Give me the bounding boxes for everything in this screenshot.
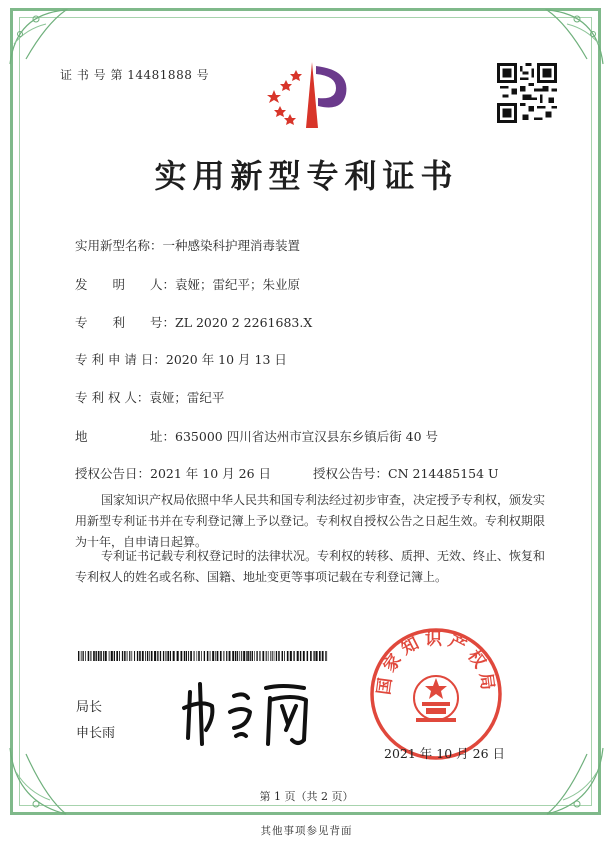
- director-signature-icon: [178, 678, 318, 750]
- cnipa-logo-icon: [266, 56, 352, 132]
- field-filing-date: [75, 350, 287, 368]
- field-grant-date: [75, 464, 271, 482]
- field-label: 专 利 权 人：: [75, 390, 150, 405]
- field-value: 635000 四川省达州市宣汉县东乡镇后街 40 号: [175, 429, 439, 444]
- director-title: 局长: [76, 700, 103, 715]
- field-utility-model-name: [75, 236, 300, 254]
- field-label: 专 利 申 请 日：: [75, 352, 166, 367]
- barcode-icon: [78, 651, 328, 661]
- field-value: 一种感染科护理消毒装置: [162, 238, 301, 253]
- certificate-number: 证 书 号 第 14481888 号: [60, 68, 210, 82]
- field-label: 地 址：: [75, 429, 176, 444]
- field-label: 授权公告日：: [75, 466, 151, 481]
- field-patentee: [75, 388, 224, 406]
- director-block: [76, 695, 115, 747]
- field-address: [75, 427, 438, 445]
- field-label: 发 明 人：: [75, 277, 176, 292]
- field-patent-number: [75, 313, 312, 331]
- page-number: 第 1 页（共 2 页）: [259, 790, 354, 803]
- field-value: 袁娅；雷纪平: [149, 390, 225, 405]
- back-side-note: 其他事项参见背面: [260, 825, 353, 837]
- paragraph-legal-status: 专利证书记载专利权登记时的法律状况。专利权的转移、质押、无效、终止、恢复和专利权人的姓名或名称、国籍、地址变更等事项记载在专利登记簿上。: [75, 549, 546, 584]
- field-grant-number: [313, 464, 499, 482]
- field-label: 实用新型名称：: [75, 238, 163, 253]
- field-label: 授权公告号：: [313, 466, 389, 481]
- corner-vine-bottom-right: [517, 742, 607, 820]
- official-seal-icon: [368, 626, 504, 762]
- field-value: 袁娅；雷纪平；朱业原: [175, 277, 301, 292]
- field-label: 专 利 号：: [75, 315, 176, 330]
- field-value: CN 214485154 U: [388, 466, 499, 481]
- qr-code-icon: [497, 63, 557, 123]
- corner-vine-top-left: [6, 4, 96, 74]
- field-value: 2021 年 10 月 26 日: [150, 466, 272, 481]
- paragraph-grant-statement: 国家知识产权局依照中华人民共和国专利法经过初步审查，决定授予专利权，颁发实用新型专利证书并在专利登记簿上予以登记。专利权自授权公告之日起生效。专利权期限为十年，自申请日起算。: [75, 493, 546, 549]
- field-value: 2020 年 10 月 13 日: [165, 352, 287, 367]
- field-inventor: [75, 275, 300, 293]
- field-value: ZL 2020 2 2261683.X: [175, 315, 313, 330]
- svg-text:国家知识产权局: 国家知识产权局: [374, 629, 498, 697]
- director-name: 申长雨: [76, 726, 116, 741]
- corner-vine-bottom-left: [6, 742, 96, 820]
- certificate-title: 实用新型专利证书: [154, 157, 459, 195]
- seal-date: 2021 年 10 月 26 日: [384, 746, 505, 761]
